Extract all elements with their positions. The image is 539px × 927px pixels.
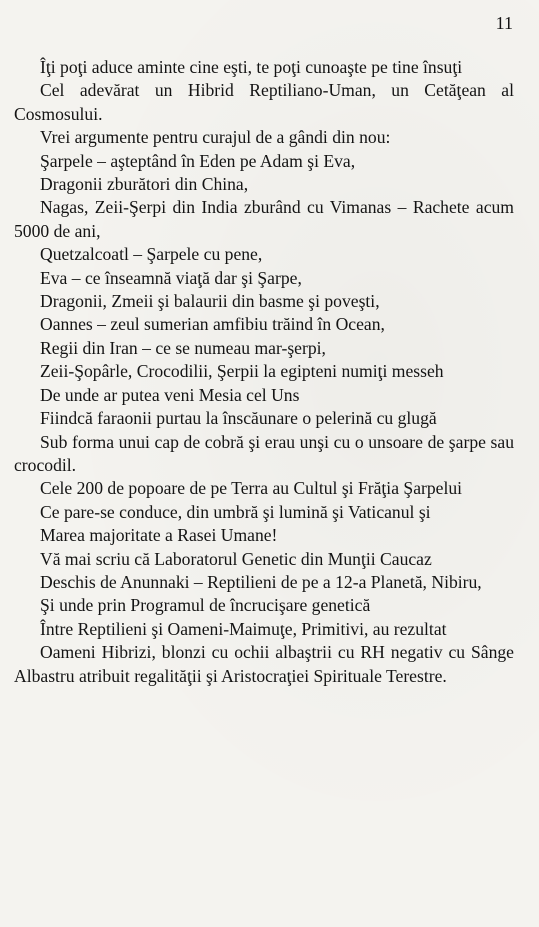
paragraph: Eva – ce înseamnă viaţă dar şi Şarpe, — [40, 267, 302, 288]
paragraph: Între Reptilieni şi Oameni-Maimuţe, Primitivi, au rezultat — [40, 618, 447, 639]
paragraph: Şarpele – aşteptând în Eden pe Adam şi Eva, — [40, 150, 356, 171]
paragraph: Quetzalcoatl – Şarpele cu pene, — [40, 244, 263, 265]
paragraph: Ce pare-se conduce, din umbră şi lumină şi Vaticanul şi — [40, 501, 431, 522]
paragraph: Nagas, Zeii-Şerpi din India zburând cu Vimanas – Rachete acum 5000 de ani, — [14, 197, 514, 241]
paragraph: Deschis de Anunnaki – Reptilieni de pe a 12-a Planetă, Nibiru, — [40, 571, 482, 592]
paragraph: Regii din Iran – ce se numeau mar-şerpi, — [40, 337, 326, 358]
paragraph: Cele 200 de popoare de pe Terra au Cultul şi Frăţia Şarpelui — [40, 478, 463, 499]
paragraph: Dragonii zburători din China, — [40, 174, 249, 195]
paragraph: Zeii-Şopârle, Crocodilii, Şerpii la egipteni numiţi messeh — [40, 361, 444, 382]
paragraph: Îţi poţi aduce aminte cine eşti, te poţi cunoaşte pe tine însuţi — [40, 57, 463, 77]
paragraph: Vrei argumente pentru curajul de a gândi din nou: — [40, 127, 391, 148]
paragraph: Fiindcă faraonii purtau la înscăunare o pelerină cu glugă — [40, 408, 437, 429]
paragraph: Dragonii, Zmeii şi balaurii din basme şi poveşti, — [40, 291, 380, 312]
paragraph: Marea majoritate a Rasei Umane! — [40, 525, 278, 546]
page-number: 11 — [495, 13, 513, 33]
paragraph: Şi unde prin Programul de încrucişare genetică — [40, 595, 371, 616]
paragraph: Oannes – zeul sumerian amfibiu trăind în Ocean, — [40, 314, 385, 335]
paragraph: Cel adevărat un Hibrid Reptiliano-Uman, un Cetăţean al Cosmosului. — [14, 80, 514, 124]
paragraph: De unde ar putea veni Mesia cel Uns — [40, 384, 300, 405]
body-text — [14, 56, 514, 688]
paragraph: Oameni Hibrizi, blonzi cu ochii albaştrii cu RH negativ cu Sânge Albastru atribuit regalităţii şi Aristocraţiei Spirituale Terestre. — [14, 642, 514, 686]
paragraph: Vă mai scriu că Laboratorul Genetic din Munţii Caucaz — [40, 548, 432, 569]
paragraph: Sub forma unui cap de cobră şi erau unşi cu o unsoare de şarpe sau crocodil. — [14, 431, 514, 475]
